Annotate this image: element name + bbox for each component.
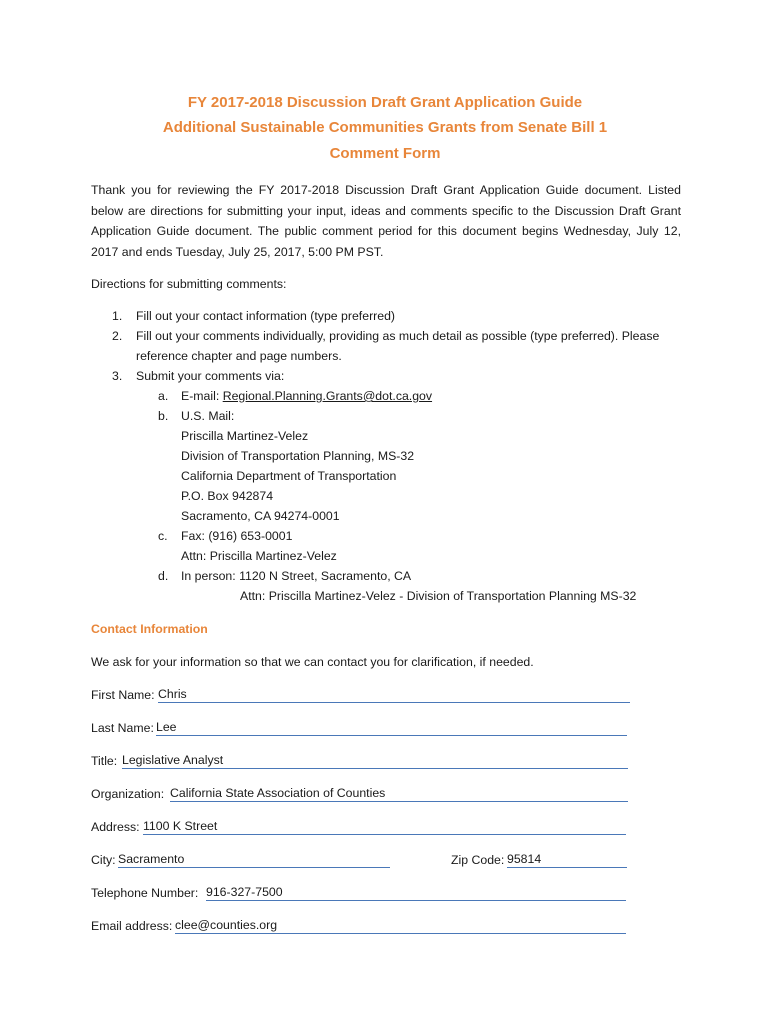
submit-person-attn: Attn: Priscilla Martinez-Velez - Division of Transportation Planning MS-32 [240,589,637,603]
document-subtitle: Additional Sustainable Communities Grants from Senate Bill 1 [162,119,608,136]
title-field[interactable]: Legislative Analyst [122,753,628,769]
submit-person-label: d. [158,569,169,583]
mail-address-line: Priscilla Martinez-Velez [181,429,309,443]
submit-email-line [181,388,432,404]
step-3-number: 3. [112,369,123,383]
mail-address-line: Division of Transportation Planning, MS-32 [181,449,415,463]
document-title: FY 2017-2018 Discussion Draft Grant Application Guide [187,94,583,111]
submit-email-link[interactable]: Regional.Planning.Grants@dot.ca.gov [222,389,433,403]
step-2-text: Fill out your comments individually, providing as much detail as possible (type preferred). Please [136,329,660,343]
directions-heading: Directions for submitting comments: [91,277,287,291]
submit-mail-prefix: U.S. Mail: [181,409,235,423]
step-3-text: Submit your comments via: [136,369,285,383]
submit-email-prefix: E-mail: [181,389,223,403]
submit-fax-number: Fax: (916) 653-0001 [181,529,293,543]
mail-address-line: P.O. Box 942874 [181,489,274,503]
contact-section-heading: Contact Information [91,622,208,636]
title-label: Title: [91,754,118,768]
submit-fax-attn: Attn: Priscilla Martinez-Velez [181,549,337,563]
last-name-field[interactable]: Lee [156,720,627,736]
submit-fax-label: c. [158,529,168,543]
organization-field[interactable]: California State Association of Counties [170,786,628,802]
email-address-label: Email address: [91,919,173,933]
submit-person-address: In person: 1120 N Street, Sacramento, CA [181,569,412,583]
form-title: Comment Form [329,145,441,162]
step-1-number: 1. [112,309,123,323]
intro-paragraph: Thank you for reviewing the FY 2017-2018 Discussion Draft Grant Application Guide document. Listed below are directions for submitting your input, ideas and comments specific to the Discussion Draft Grant Application Guide document. The public comment period for this document begins Wednesday, July 12, 2017 and ends Tuesday, July 25, 2017, 5:00 PM PST. [91,183,681,259]
email-address-field[interactable]: clee@counties.org [175,918,626,934]
first-name-label: First Name: [91,688,155,702]
address-field[interactable]: 1100 K Street [143,819,626,835]
mail-address-line: Sacramento, CA 94274-0001 [181,509,340,523]
step-2-text-continued: reference chapter and page numbers. [136,349,342,363]
contact-note: We ask for your information so that we can contact you for clarification, if needed. [91,655,534,669]
step-2-number: 2. [112,329,123,343]
zip-code-field[interactable]: 95814 [507,852,627,868]
zip-code-label: Zip Code: [451,853,505,867]
submit-mail-label: b. [158,409,169,423]
last-name-label: Last Name: [91,721,154,735]
telephone-label: Telephone Number: [91,886,199,900]
step-1-text: Fill out your contact information (type preferred) [136,309,396,323]
submit-email-label: a. [158,389,169,403]
first-name-field[interactable]: Chris [158,687,630,703]
address-label: Address: [91,820,140,834]
city-label: City: [91,853,116,867]
mail-address-line: California Department of Transportation [181,469,397,483]
city-field[interactable]: Sacramento [118,852,390,868]
organization-label: Organization: [91,787,165,801]
telephone-field[interactable]: 916-327-7500 [206,885,626,901]
